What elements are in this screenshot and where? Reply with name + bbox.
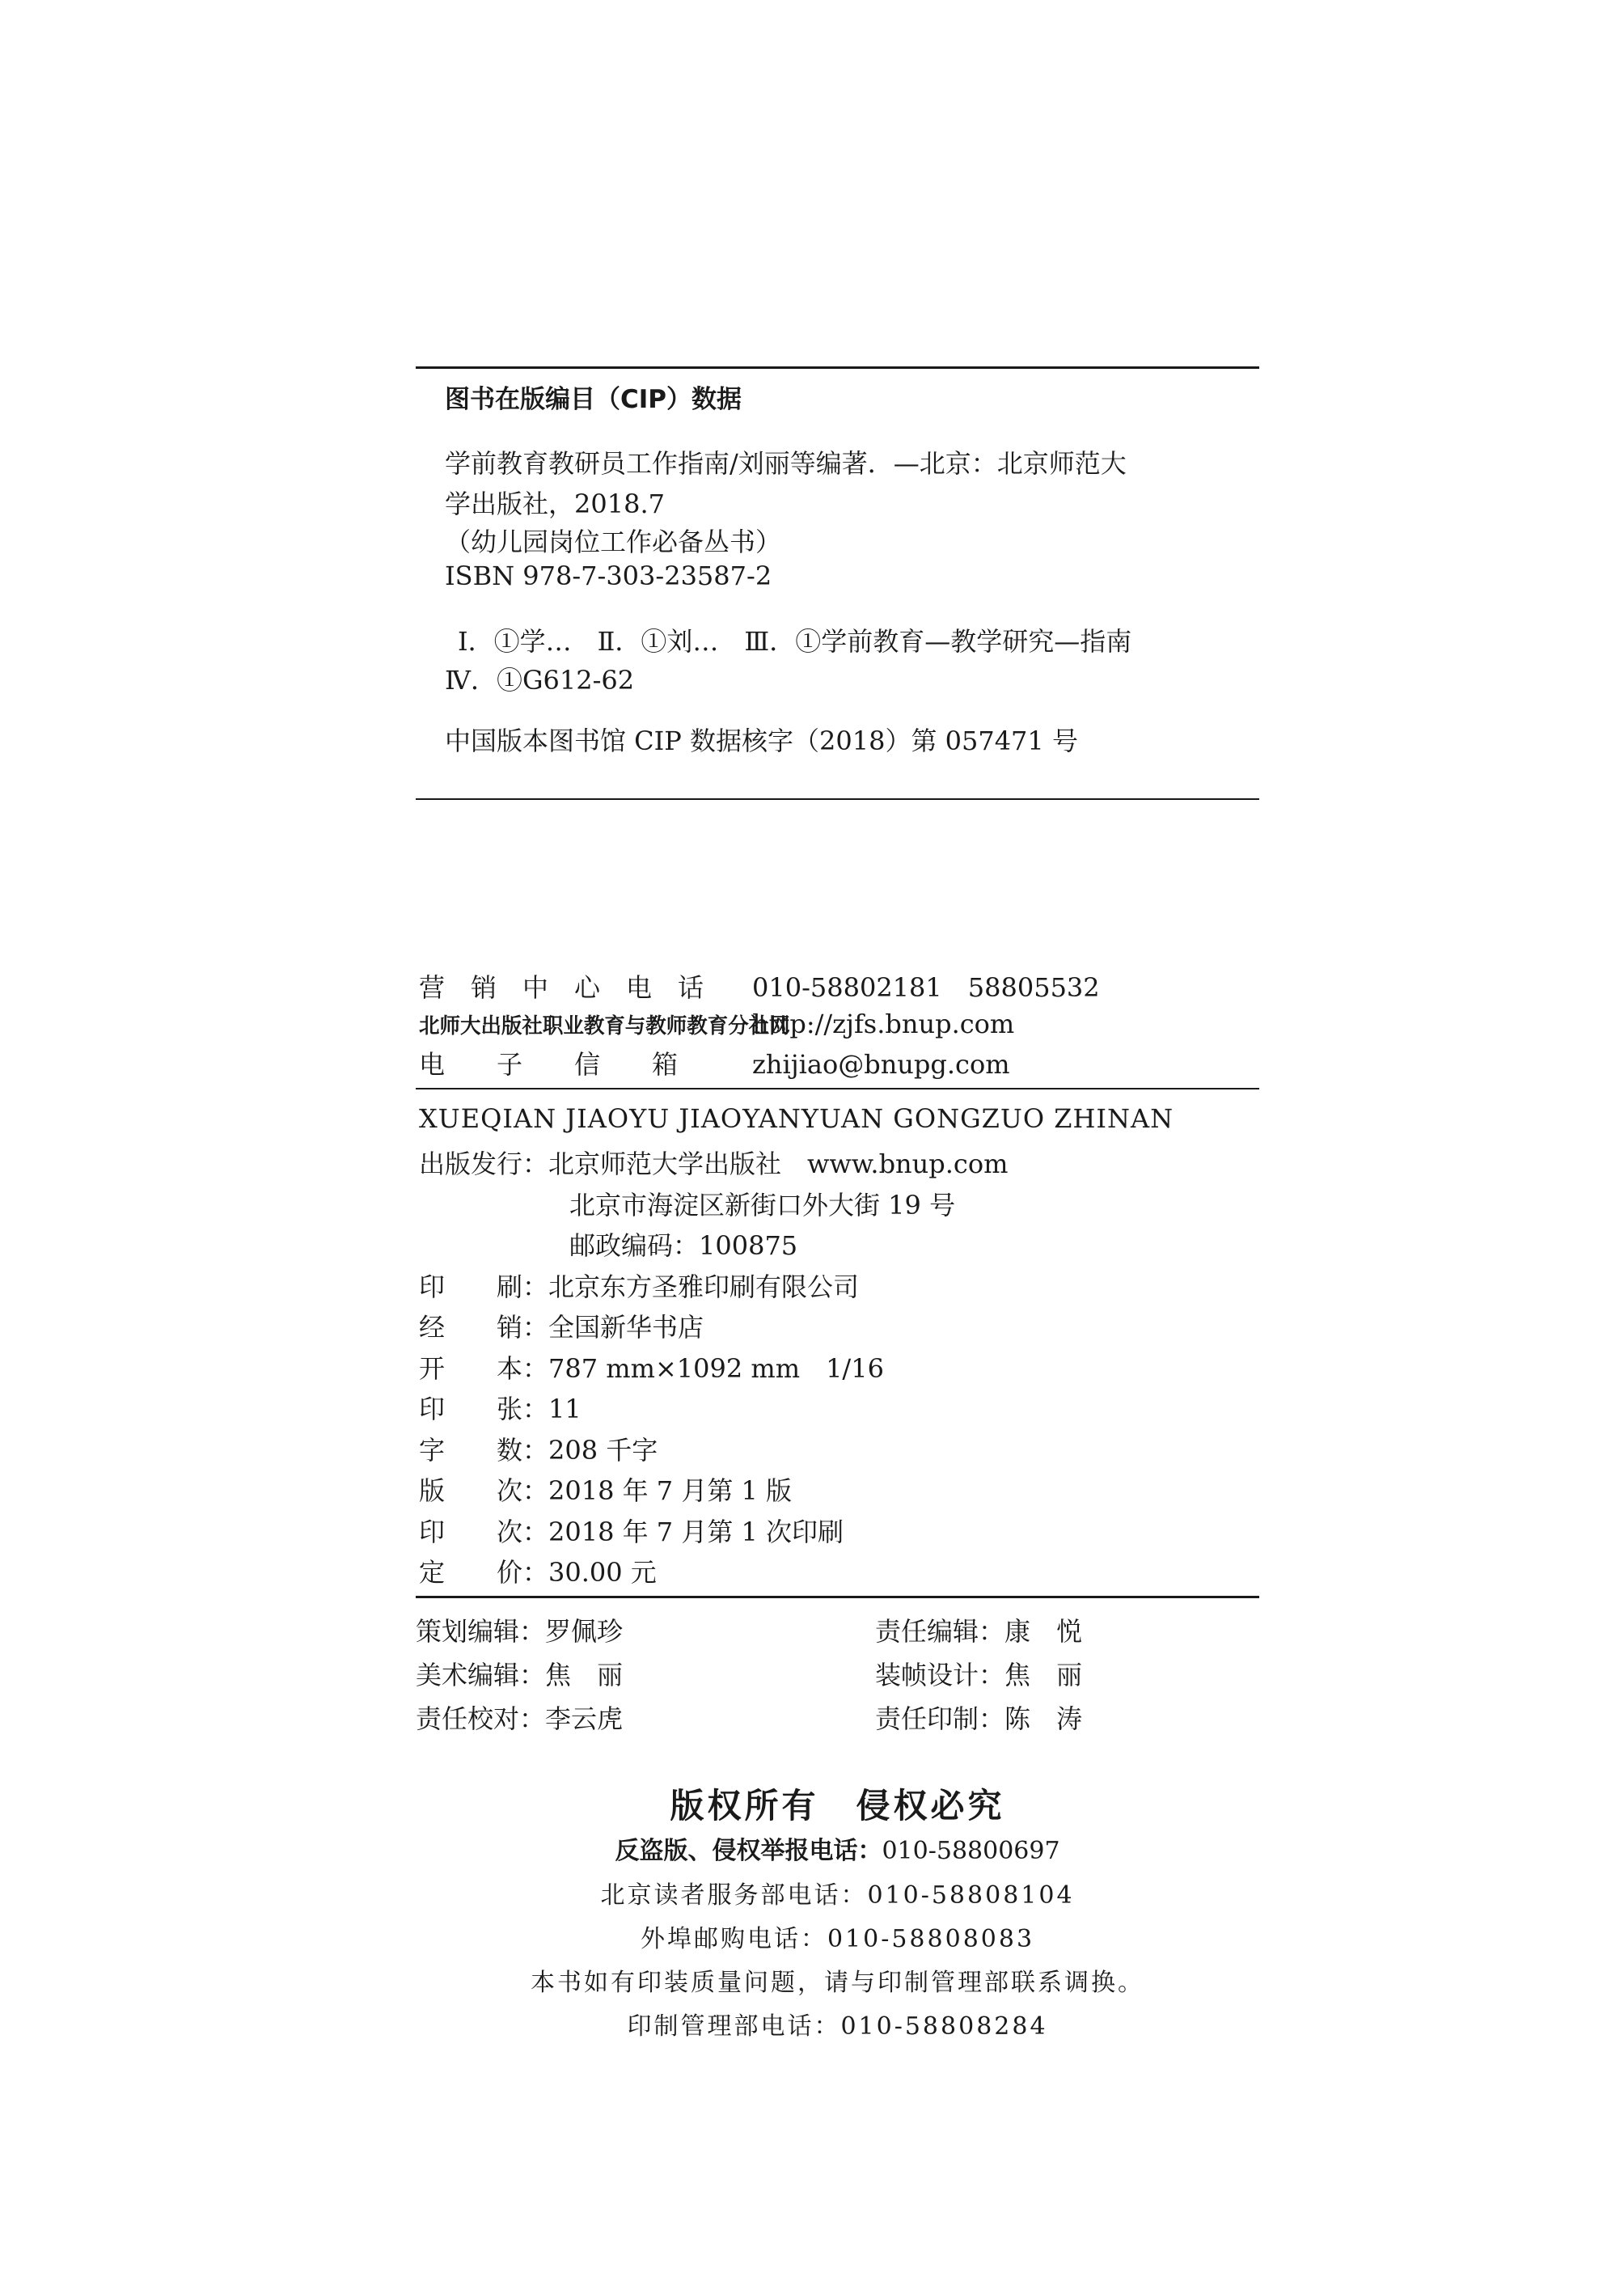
pinyin-title: XUEQIAN JIAOYU JIAOYANYUAN GONGZUO ZHINAN — [419, 1103, 1174, 1134]
pub-value: 北京师范大学出版社 www.bnup.com — [548, 1149, 1009, 1179]
anti-piracy-number: 010-58800697 — [882, 1837, 1060, 1865]
credit-responsible-editor: 责任编辑：康 悦 — [875, 1616, 1083, 1647]
credit-art-editor: 美术编辑：焦 丽 — [416, 1660, 624, 1690]
contact-rule — [416, 1088, 1259, 1089]
credit-planning-editor: 策划编辑：罗佩珍 — [416, 1616, 624, 1647]
cip-heading: 图书在版编目（CIP）数据 — [445, 385, 742, 414]
pub-address — [569, 1185, 955, 1222]
pub-price — [419, 1552, 657, 1589]
pub-label: 版 次： — [419, 1475, 549, 1506]
contact-label: 营 销 中 心 电 话 — [419, 972, 704, 1003]
cip-line-1: 学前教育教研员工作指南/刘丽等编著．—北京：北京师范大 — [445, 448, 1127, 479]
credit-print-manager: 责任印制：陈 涛 — [875, 1703, 1083, 1734]
pub-label: 印 张： — [419, 1394, 549, 1424]
pub-value: 2018 年 7 月第 1 次印刷 — [548, 1517, 844, 1547]
pub-format — [419, 1348, 884, 1386]
contact-value: 010-58802181 58805532 — [752, 972, 1100, 1003]
contact-website — [419, 1009, 1014, 1039]
anti-piracy-label: 反盗版、侵权举报电话： — [615, 1837, 882, 1865]
pub-edition — [419, 1470, 792, 1508]
print-dept-phone: 印制管理部电话：010-58808284 — [627, 2012, 1048, 2041]
pub-label: 经 销： — [419, 1312, 549, 1343]
cip-line-2: 学出版社，2018.7 — [445, 489, 665, 519]
cip-top-rule — [416, 366, 1259, 369]
cip-isbn: ISBN 978-7-303-23587-2 — [445, 561, 772, 591]
publication-rule — [416, 1596, 1259, 1598]
contact-email — [419, 1044, 1010, 1081]
quality-notice: 本书如有印装质量问题，请与印制管理部联系调换。 — [531, 1969, 1144, 1997]
copyright-title: 版权所有 侵权必究 — [670, 1786, 1005, 1826]
pub-word-count — [419, 1430, 658, 1467]
pub-label: 出版发行： — [419, 1149, 549, 1179]
pub-value: 2018 年 7 月第 1 版 — [548, 1475, 793, 1506]
pub-postcode — [569, 1225, 797, 1263]
pub-value: 208 千字 — [548, 1435, 658, 1466]
cip-bottom-rule — [416, 798, 1259, 800]
pub-value: 787 mm×1092 mm 1/16 — [548, 1353, 884, 1384]
pub-impression — [419, 1512, 844, 1549]
mail-order-phone: 外埠邮购电话：010-58808083 — [640, 1925, 1035, 1953]
reader-service-phone: 北京读者服务部电话：010-58808104 — [600, 1881, 1075, 1910]
cip-line-3: （幼儿园岗位工作必备丛书） — [445, 527, 782, 557]
pub-value: 北京东方圣雅印刷有限公司 — [548, 1271, 860, 1302]
contact-label: 电 子 信 箱 — [419, 1049, 679, 1080]
pub-printer — [419, 1267, 859, 1304]
contact-value: zhijiao@bnupg.com — [752, 1049, 1010, 1080]
cip-classification-1: Ⅰ．①学… Ⅱ．①刘… Ⅲ．①学前教育—教学研究—指南 — [458, 626, 1132, 657]
contact-marketing-phone — [419, 967, 1100, 1005]
pub-value: 11 — [548, 1394, 582, 1424]
cip-classification-2: Ⅳ．①G612-62 — [445, 665, 635, 696]
pub-distributor — [419, 1307, 704, 1344]
credit-proofreader: 责任校对：李云虎 — [416, 1703, 624, 1734]
contact-value: http://zjfs.bnup.com — [752, 1009, 1015, 1039]
pub-value: 邮政编码：100875 — [569, 1230, 798, 1261]
pub-value: 全国新华书店 — [548, 1312, 704, 1343]
pub-label: 印 刷： — [419, 1271, 549, 1302]
pub-label: 定 价： — [419, 1557, 549, 1588]
credit-binding-design: 装帧设计：焦 丽 — [875, 1660, 1083, 1690]
pub-sheets — [419, 1389, 582, 1426]
pub-publisher — [419, 1144, 1008, 1181]
pub-label: 开 本： — [419, 1353, 549, 1384]
pub-value: 30.00 元 — [548, 1557, 657, 1588]
pub-value: 北京市海淀区新街口外大街 19 号 — [569, 1190, 956, 1221]
cip-verification: 中国版本图书馆 CIP 数据核字（2018）第 057471 号 — [445, 726, 1078, 756]
anti-piracy-hotline — [416, 1830, 1259, 1866]
pub-label: 印 次： — [419, 1517, 549, 1547]
contact-label: 北师大出版社职业教育与教师教育分社网 — [419, 1014, 790, 1039]
pub-label: 字 数： — [419, 1435, 549, 1466]
